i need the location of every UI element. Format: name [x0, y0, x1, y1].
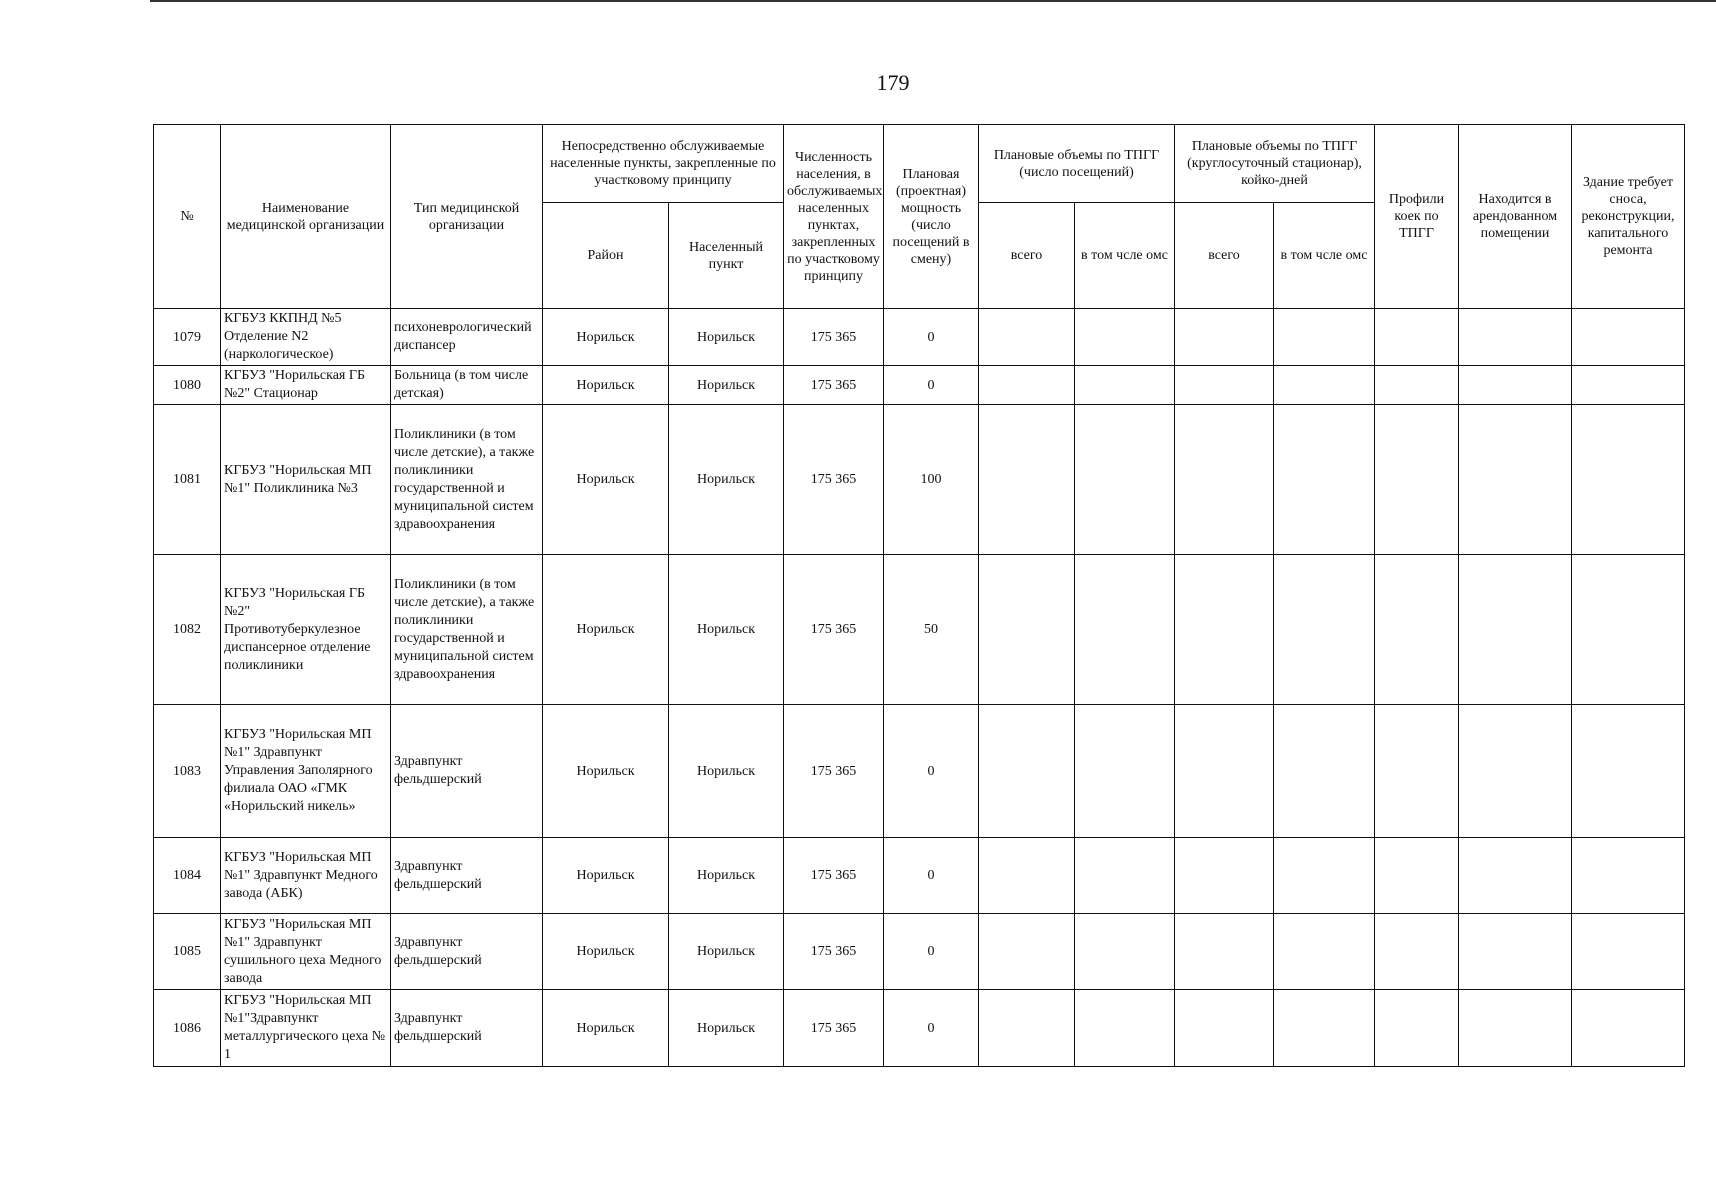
table-row — [154, 555, 1685, 705]
row-population: 175 365 — [784, 705, 884, 838]
row-capacity: 0 — [884, 990, 979, 1067]
empty-cell — [1075, 309, 1175, 366]
row-population: 175 365 — [784, 838, 884, 914]
row-num: 1082 — [154, 555, 221, 705]
row-settlement: Норильск — [669, 309, 784, 366]
row-org-type: Поликлиники (в том числе детские), а также поликлиники государственной и муниципальной систем здравоохранения — [391, 555, 543, 705]
top-rule — [150, 0, 1716, 2]
table-row — [154, 309, 1685, 366]
empty-cell — [1572, 990, 1685, 1067]
empty-cell — [1274, 555, 1375, 705]
empty-cell — [1375, 705, 1459, 838]
empty-cell — [1175, 838, 1274, 914]
header-hospital-total: всего — [1175, 203, 1274, 309]
header-settlement: Населенный пункт — [669, 203, 784, 309]
empty-cell — [979, 914, 1075, 990]
empty-cell — [1075, 705, 1175, 838]
empty-cell — [1075, 366, 1175, 405]
empty-cell — [1459, 705, 1572, 838]
row-population: 175 365 — [784, 990, 884, 1067]
row-org-type: Здравпункт фельдшерский — [391, 914, 543, 990]
empty-cell — [979, 990, 1075, 1067]
row-num: 1085 — [154, 914, 221, 990]
empty-cell — [1375, 990, 1459, 1067]
row-population: 175 365 — [784, 555, 884, 705]
row-population: 175 365 — [784, 405, 884, 555]
registry-table — [153, 124, 1685, 1067]
empty-cell — [1459, 990, 1572, 1067]
empty-cell — [1459, 838, 1572, 914]
row-population: 175 365 — [784, 366, 884, 405]
empty-cell — [1572, 555, 1685, 705]
empty-cell — [1075, 990, 1175, 1067]
empty-cell — [1075, 914, 1175, 990]
row-settlement: Норильск — [669, 405, 784, 555]
row-num: 1079 — [154, 309, 221, 366]
empty-cell — [979, 555, 1075, 705]
empty-cell — [1274, 309, 1375, 366]
row-num: 1080 — [154, 366, 221, 405]
empty-cell — [979, 838, 1075, 914]
row-district: Норильск — [543, 366, 669, 405]
row-num: 1086 — [154, 990, 221, 1067]
row-district: Норильск — [543, 555, 669, 705]
empty-cell — [1375, 838, 1459, 914]
header-tpgg-visits: Плановые объемы по ТПГГ (число посещений) — [979, 125, 1175, 203]
row-population: 175 365 — [784, 914, 884, 990]
row-org-type: Здравпункт фельдшерский — [391, 838, 543, 914]
header-tpgg-hospital: Плановые объемы по ТПГГ (круглосуточный стационар), койко-дней — [1175, 125, 1375, 203]
header-org-name: Наименование медицинской организации — [221, 125, 391, 309]
row-district: Норильск — [543, 309, 669, 366]
empty-cell — [1274, 838, 1375, 914]
row-num: 1084 — [154, 838, 221, 914]
header-repair: Здание требует сноса, реконструкции, капитального ремонта — [1572, 125, 1685, 309]
header-hospital-oms: в том чсле омс — [1274, 203, 1375, 309]
row-org-name: КГБУЗ "Норильская МП №1" Поликлиника №3 — [221, 405, 391, 555]
row-capacity: 50 — [884, 555, 979, 705]
table-row — [154, 405, 1685, 555]
row-org-type: Здравпункт фельдшерский — [391, 990, 543, 1067]
empty-cell — [1375, 309, 1459, 366]
row-district: Норильск — [543, 705, 669, 838]
empty-cell — [1175, 990, 1274, 1067]
empty-cell — [1375, 914, 1459, 990]
row-capacity: 0 — [884, 705, 979, 838]
row-capacity: 0 — [884, 366, 979, 405]
empty-cell — [1175, 555, 1274, 705]
empty-cell — [979, 705, 1075, 838]
row-settlement: Норильск — [669, 990, 784, 1067]
header-rented: Находится в арендованном помещении — [1459, 125, 1572, 309]
page-number: 179 — [876, 70, 910, 95]
header-population: Численность населения, в обслуживаемых населенных пунктах, закрепленных по участковому принципу — [784, 125, 884, 309]
table-row — [154, 838, 1685, 914]
header-visits-total: всего — [979, 203, 1075, 309]
row-population: 175 365 — [784, 309, 884, 366]
header-served-settlements: Непосредственно обслуживаемые населенные пункты, закрепленные по участковому принципу — [543, 125, 784, 203]
row-capacity: 0 — [884, 309, 979, 366]
header-org-type: Тип медицинской организации — [391, 125, 543, 309]
empty-cell — [1459, 405, 1572, 555]
empty-cell — [1274, 990, 1375, 1067]
header-capacity: Плановая (проектная) мощность (число посещений в смену) — [884, 125, 979, 309]
empty-cell — [1572, 405, 1685, 555]
table-row — [154, 914, 1685, 990]
empty-cell — [1274, 405, 1375, 555]
empty-cell — [1572, 309, 1685, 366]
row-district: Норильск — [543, 914, 669, 990]
empty-cell — [1075, 405, 1175, 555]
empty-cell — [1175, 366, 1274, 405]
empty-cell — [1274, 705, 1375, 838]
row-org-name: КГБУЗ "Норильская ГБ №2" Стационар — [221, 366, 391, 405]
empty-cell — [1274, 366, 1375, 405]
row-settlement: Норильск — [669, 914, 784, 990]
header-num: № — [154, 125, 221, 309]
row-district: Норильск — [543, 990, 669, 1067]
empty-cell — [1459, 309, 1572, 366]
row-capacity: 0 — [884, 914, 979, 990]
row-org-name: КГБУЗ "Норильская МП №1" Здравпункт Медного завода (АБК) — [221, 838, 391, 914]
row-org-name: КГБУЗ ККПНД №5 Отделение N2 (наркологическое) — [221, 309, 391, 366]
empty-cell — [1572, 705, 1685, 838]
row-capacity: 100 — [884, 405, 979, 555]
empty-cell — [1375, 366, 1459, 405]
empty-cell — [1459, 366, 1572, 405]
header-bed-profiles: Профили коек по ТПГГ — [1375, 125, 1459, 309]
row-org-type: психоневрологический диспансер — [391, 309, 543, 366]
row-district: Норильск — [543, 838, 669, 914]
empty-cell — [1274, 914, 1375, 990]
table-row — [154, 366, 1685, 405]
row-num: 1083 — [154, 705, 221, 838]
empty-cell — [1375, 555, 1459, 705]
row-org-type: Здравпункт фельдшерский — [391, 705, 543, 838]
empty-cell — [1572, 366, 1685, 405]
empty-cell — [1459, 914, 1572, 990]
empty-cell — [979, 366, 1075, 405]
row-org-name: КГБУЗ "Норильская МП №1" Здравпункт сушильного цеха Медного завода — [221, 914, 391, 990]
empty-cell — [979, 309, 1075, 366]
empty-cell — [1175, 914, 1274, 990]
empty-cell — [1075, 838, 1175, 914]
empty-cell — [1375, 405, 1459, 555]
row-org-name: КГБУЗ "Норильская МП №1" Здравпункт Управления Заполярного филиала ОАО «ГМК «Норильский никель» — [221, 705, 391, 838]
row-capacity: 0 — [884, 838, 979, 914]
row-org-name: КГБУЗ "Норильская МП №1"Здравпункт металлургического цеха № 1 — [221, 990, 391, 1067]
table-row — [154, 705, 1685, 838]
header-visits-oms: в том чсле омс — [1075, 203, 1175, 309]
empty-cell — [1175, 705, 1274, 838]
empty-cell — [1459, 555, 1572, 705]
header-district: Район — [543, 203, 669, 309]
row-org-type: Поликлиники (в том числе детские), а также поликлиники государственной и муниципальной систем здравоохранения — [391, 405, 543, 555]
row-num: 1081 — [154, 405, 221, 555]
row-settlement: Норильск — [669, 555, 784, 705]
row-district: Норильск — [543, 405, 669, 555]
row-settlement: Норильск — [669, 838, 784, 914]
row-org-name: КГБУЗ "Норильская ГБ №2" Противотуберкулезное диспансерное отделение поликлиники — [221, 555, 391, 705]
empty-cell — [1175, 309, 1274, 366]
row-settlement: Норильск — [669, 705, 784, 838]
empty-cell — [1572, 914, 1685, 990]
empty-cell — [1572, 838, 1685, 914]
row-org-type: Больница (в том числе детская) — [391, 366, 543, 405]
table-row — [154, 990, 1685, 1067]
empty-cell — [1175, 405, 1274, 555]
row-settlement: Норильск — [669, 366, 784, 405]
empty-cell — [1075, 555, 1175, 705]
empty-cell — [979, 405, 1075, 555]
